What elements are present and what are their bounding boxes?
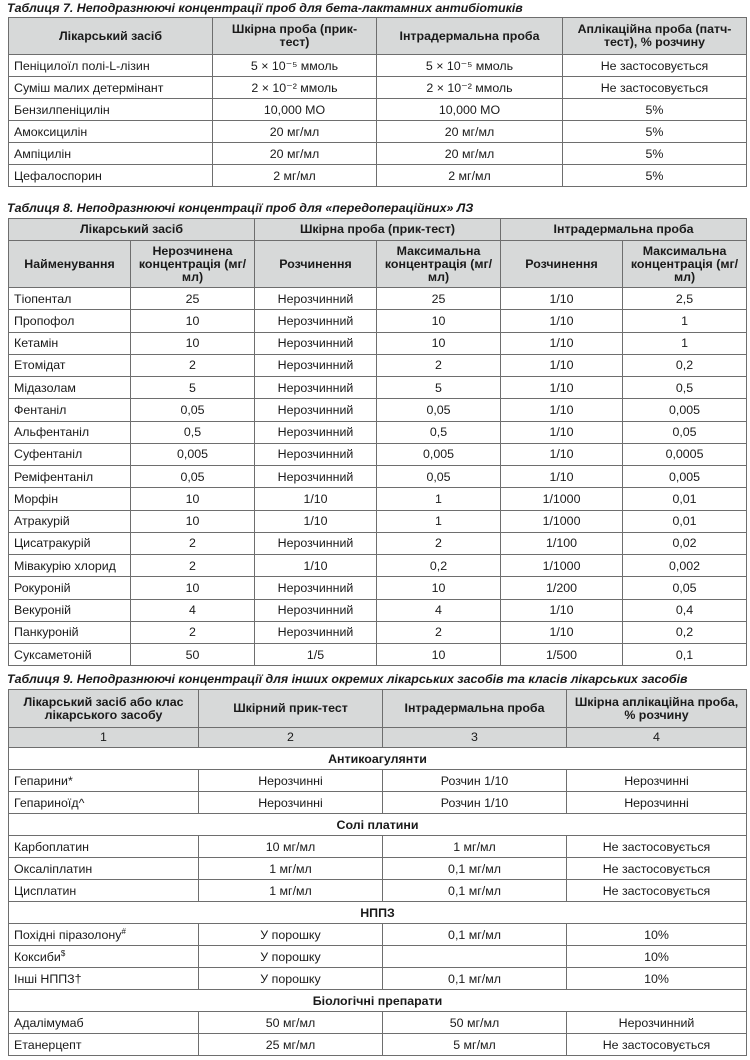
table-cell: 1/200 (501, 577, 623, 599)
table8 (8, 218, 747, 666)
table-cell: 2 (377, 354, 501, 376)
table-cell: 0,05 (377, 466, 501, 488)
table-cell: Нерозчинний (255, 288, 377, 310)
table-row (9, 354, 747, 376)
table-cell: Нерозчинний (255, 443, 377, 465)
drug-name-cell: Пропофол (9, 310, 131, 332)
table9-header-drug: Лікарський засіб або клас лікарського засобу (9, 690, 199, 728)
drug-name-cell: Реміфентаніл (9, 466, 131, 488)
table-cell: Не застосовується (567, 858, 747, 880)
table-cell: 0,1 мг/мл (383, 880, 567, 902)
drug-name-cell: Інші НППЗ† (9, 968, 199, 990)
table-cell: 1/100 (501, 532, 623, 554)
table-cell: Нерозчинний (255, 332, 377, 354)
table-cell: 1/10 (501, 621, 623, 643)
table-row (9, 1034, 747, 1056)
table-cell: 20 мг/мл (377, 143, 563, 165)
table-cell: 1/5 (255, 644, 377, 666)
table-cell: Нерозчинний (255, 421, 377, 443)
table-cell: 20 мг/мл (213, 121, 377, 143)
table-cell: 1/1000 (501, 555, 623, 577)
table-cell: Не застосовується (567, 836, 747, 858)
table-cell: 2 мг/мл (213, 165, 377, 187)
table-cell: 1/1000 (501, 488, 623, 510)
table-row (9, 858, 747, 880)
table-cell: 1/10 (255, 555, 377, 577)
table-cell: Нерозчинний (567, 1012, 747, 1034)
drug-name-cell: Панкуроній (9, 621, 131, 643)
table-cell: 0,5 (623, 377, 747, 399)
table8-header-prick-max: Максимальна концентрація (мг/мл) (377, 241, 501, 288)
drug-name-cell: Рокуроній (9, 577, 131, 599)
drug-name-cell: Кетамін (9, 332, 131, 354)
section-row (9, 814, 747, 836)
table-row (9, 55, 747, 77)
table-cell: 2 (131, 532, 255, 554)
table-cell: 1 мг/мл (199, 880, 383, 902)
drug-name-cell: Альфентаніл (9, 421, 131, 443)
table-cell: 50 мг/мл (199, 1012, 383, 1034)
table-cell: 10 (131, 488, 255, 510)
table-cell: 0,2 (377, 555, 501, 577)
table-cell: 0,2 (623, 354, 747, 376)
drug-name-cell: Етомідат (9, 354, 131, 376)
table-cell: Розчин 1/10 (383, 770, 567, 792)
table-row (9, 577, 747, 599)
table-row (9, 946, 747, 968)
table-cell: 20 мг/мл (377, 121, 563, 143)
table-cell: Нерозчинний (255, 310, 377, 332)
table-cell: 1/10 (501, 377, 623, 399)
table-cell: 10 (131, 577, 255, 599)
table-cell: 1 мг/мл (199, 858, 383, 880)
table9-colnum-3: 3 (383, 728, 567, 748)
section-row (9, 990, 747, 1012)
drug-name-cell: Оксаліплатин (9, 858, 199, 880)
table-row (9, 165, 747, 187)
drug-name-cell: Адалімумаб (9, 1012, 199, 1034)
table-cell: 5 мг/мл (383, 1034, 567, 1056)
table-row (9, 332, 747, 354)
table-cell: 10,000 МО (213, 99, 377, 121)
drug-name-cell: Похідні піразолону# (9, 924, 199, 946)
table-cell: 10 (131, 332, 255, 354)
table-cell: 10% (567, 946, 747, 968)
table-cell: 2 × 10⁻² ммоль (377, 77, 563, 99)
table-cell: 50 (131, 644, 255, 666)
table-cell: 1 (623, 332, 747, 354)
table-cell: 2 (131, 555, 255, 577)
table-cell: 0,005 (131, 443, 255, 465)
table-cell: 4 (377, 599, 501, 621)
table-cell: 5 (131, 377, 255, 399)
table-cell: 2 (131, 354, 255, 376)
section-title: НППЗ (9, 902, 747, 924)
table-cell: 25 (377, 288, 501, 310)
table8-header-id-max: Максимальна концентрація (мг/мл) (623, 241, 747, 288)
table8-header-name: Найменування (9, 241, 131, 288)
table9-colnum-1: 1 (9, 728, 199, 748)
table-cell: 5 × 10⁻⁵ ммоль (213, 55, 377, 77)
table7-header-drug: Лікарський засіб (9, 18, 213, 55)
drug-name-cell: Морфін (9, 488, 131, 510)
table-row (9, 399, 747, 421)
drug-name-cell: Мівакурію хлорид (9, 555, 131, 577)
table-cell: 0,5 (131, 421, 255, 443)
table-row (9, 310, 747, 332)
drug-name-cell: Гепариноїд^ (9, 792, 199, 814)
table-cell: Розчин 1/10 (383, 792, 567, 814)
drug-name-cell: Ампіцилін (9, 143, 213, 165)
drug-name-cell: Пеніцилоїл полі-L-лізин (9, 55, 213, 77)
table-cell: 0,1 мг/мл (383, 858, 567, 880)
table-cell: 0,05 (377, 399, 501, 421)
table-cell: Нерозчинні (567, 770, 747, 792)
table-row (9, 421, 747, 443)
table-row (9, 532, 747, 554)
table-cell: 1/10 (501, 332, 623, 354)
table-row (9, 143, 747, 165)
table-row (9, 880, 747, 902)
table-cell: У порошку (199, 924, 383, 946)
drug-name-cell: Карбоплатин (9, 836, 199, 858)
table-cell: 0,05 (131, 466, 255, 488)
drug-name-cell: Векуроній (9, 599, 131, 621)
table-cell: 10 мг/мл (199, 836, 383, 858)
table-cell: 0,005 (623, 466, 747, 488)
table-cell: 10 (131, 310, 255, 332)
table-row (9, 99, 747, 121)
table-cell: 1/10 (255, 510, 377, 532)
section-title: Біологічні препарати (9, 990, 747, 1012)
table8-header-id-dilution: Розчинення (501, 241, 623, 288)
drug-name-cell: Амоксицилін (9, 121, 213, 143)
table-cell: Нерозчинний (255, 399, 377, 421)
drug-name-cell: Бензилпеніцилін (9, 99, 213, 121)
table-cell: 50 мг/мл (383, 1012, 567, 1034)
table-row (9, 599, 747, 621)
table-cell: 0,1 мг/мл (383, 924, 567, 946)
table9-caption: Таблиця 9. Неподразнюючі концентрації для інших окремих лікарських засобів та класів лікарських засобів (7, 672, 688, 686)
table8-header-undiluted: Нерозчинена концентрація (мг/мл) (131, 241, 255, 288)
table-cell: 20 мг/мл (213, 143, 377, 165)
table-cell: 10 (377, 644, 501, 666)
table-row (9, 555, 747, 577)
table7-caption: Таблиця 7. Неподразнюючі концентрації проб для бета-лактамних антибіотиків (7, 1, 523, 15)
table-cell: 0,005 (377, 443, 501, 465)
table-row (9, 644, 747, 666)
table-row (9, 836, 747, 858)
table-cell: 1/10 (255, 488, 377, 510)
table-cell: 2 (377, 532, 501, 554)
table9-header-prick: Шкірний прик-тест (199, 690, 383, 728)
drug-name-cell: Коксиби$ (9, 946, 199, 968)
table-cell: 4 (131, 599, 255, 621)
table-row (9, 121, 747, 143)
table-cell: Нерозчинний (255, 532, 377, 554)
table-cell: 2 (131, 621, 255, 643)
table-cell: Не застосовується (563, 55, 747, 77)
table-cell: 0,05 (623, 577, 747, 599)
drug-name-cell: Гепарини* (9, 770, 199, 792)
drug-name-cell: Фентаніл (9, 399, 131, 421)
table-cell: 1 (623, 310, 747, 332)
table-cell: 0,01 (623, 488, 747, 510)
table8-group-prick: Шкірна проба (прик-тест) (255, 219, 501, 241)
table-cell: Не застосовується (567, 880, 747, 902)
table-cell: Нерозчинний (255, 377, 377, 399)
table-cell: 1/10 (501, 421, 623, 443)
table-cell: 1/10 (501, 310, 623, 332)
table-row (9, 621, 747, 643)
table-cell: 0,005 (623, 399, 747, 421)
table-row (9, 510, 747, 532)
table-row (9, 443, 747, 465)
table8-caption: Таблиця 8. Неподразнюючі концентрації проб для «передопераційних» ЛЗ (7, 201, 474, 215)
table-cell: Нерозчинні (199, 792, 383, 814)
table-cell: 1 мг/мл (383, 836, 567, 858)
drug-name-cell: Цефалоспорин (9, 165, 213, 187)
table-cell: 5 × 10⁻⁵ ммоль (377, 55, 563, 77)
table-row (9, 488, 747, 510)
drug-name-cell: Етанерцепт (9, 1034, 199, 1056)
table-cell: 2 × 10⁻² ммоль (213, 77, 377, 99)
table-cell: 1/10 (501, 466, 623, 488)
table-cell: 0,4 (623, 599, 747, 621)
table-row (9, 770, 747, 792)
table-cell: 0,1 (623, 644, 747, 666)
table7-header-intradermal: Інтрадермальна проба (377, 18, 563, 55)
table-cell: 0,5 (377, 421, 501, 443)
table-cell: Нерозчинний (255, 621, 377, 643)
table7-header-prick: Шкірна проба (прик-тест) (213, 18, 377, 55)
drug-name-cell: Суфентаніл (9, 443, 131, 465)
table8-group-intradermal: Інтрадермальна проба (501, 219, 747, 241)
table-cell: 5 (377, 377, 501, 399)
table-cell: Нерозчинний (255, 577, 377, 599)
table9-colnum-2: 2 (199, 728, 383, 748)
table-cell: 0,002 (623, 555, 747, 577)
table-row (9, 377, 747, 399)
table-cell: 10 (377, 310, 501, 332)
table9-header-patch: Шкірна аплікаційна проба, % розчину (567, 690, 747, 728)
table-row (9, 466, 747, 488)
section-title: Антикоагулянти (9, 748, 747, 770)
drug-name-cell: Тіопентал (9, 288, 131, 310)
table-cell: 2 мг/мл (377, 165, 563, 187)
table-cell: 25 (131, 288, 255, 310)
table-row (9, 924, 747, 946)
table9-header-intradermal: Інтрадермальна проба (383, 690, 567, 728)
table-row (9, 792, 747, 814)
drug-name-cell: Мідазолам (9, 377, 131, 399)
table-cell: 5% (563, 143, 747, 165)
table8-header-prick-dilution: Розчинення (255, 241, 377, 288)
table-cell: 10,000 МО (377, 99, 563, 121)
section-title: Солі платини (9, 814, 747, 836)
table-cell: 1/10 (501, 599, 623, 621)
table-row (9, 968, 747, 990)
table-cell: 2,5 (623, 288, 747, 310)
table-cell: Нерозчинний (255, 599, 377, 621)
table-cell: 10% (567, 968, 747, 990)
table-cell: 10 (377, 332, 501, 354)
table-cell: 1/10 (501, 399, 623, 421)
table-cell: Нерозчинний (255, 354, 377, 376)
table-cell: 5% (563, 99, 747, 121)
table-cell: 1/10 (501, 288, 623, 310)
table-row (9, 1012, 747, 1034)
table-cell: 1 (377, 488, 501, 510)
section-row (9, 902, 747, 924)
table-cell: Нерозчинні (199, 770, 383, 792)
table-cell: 10% (567, 924, 747, 946)
table-cell: 0,05 (131, 399, 255, 421)
table-cell: 1/500 (501, 644, 623, 666)
table-cell: Не застосовується (567, 1034, 747, 1056)
section-row (9, 748, 747, 770)
table9 (8, 689, 747, 1056)
drug-name-cell: Атракурій (9, 510, 131, 532)
table-row (9, 288, 747, 310)
drug-name-cell: Суксаметоній (9, 644, 131, 666)
table-cell: 1 (377, 510, 501, 532)
table9-colnum-4: 4 (567, 728, 747, 748)
drug-name-cell: Цисатракурій (9, 532, 131, 554)
table-cell: Не застосовується (563, 77, 747, 99)
table-cell: 25 мг/мл (199, 1034, 383, 1056)
table8-group-drug: Лікарський засіб (9, 219, 255, 241)
table-cell: 1/10 (501, 443, 623, 465)
table-cell: 0,2 (623, 621, 747, 643)
table-cell: 5% (563, 165, 747, 187)
table-cell: 2 (377, 621, 501, 643)
table-cell: Нерозчинний (255, 466, 377, 488)
table-cell: 0,01 (623, 510, 747, 532)
table-cell: 0,1 мг/мл (383, 968, 567, 990)
table-cell: 10 (377, 577, 501, 599)
table-cell: 0,02 (623, 532, 747, 554)
table7 (8, 17, 747, 187)
table-cell: 0,0005 (623, 443, 747, 465)
table-cell: 1/1000 (501, 510, 623, 532)
table-cell: У порошку (199, 946, 383, 968)
table-cell: 0,05 (623, 421, 747, 443)
table-cell: 5% (563, 121, 747, 143)
table-row (9, 77, 747, 99)
drug-name-cell: Цисплатин (9, 880, 199, 902)
table-cell (383, 946, 567, 968)
drug-name-cell: Суміш малих детермінант (9, 77, 213, 99)
table-cell: 1/10 (501, 354, 623, 376)
table-cell: Нерозчинні (567, 792, 747, 814)
table-cell: У порошку (199, 968, 383, 990)
table7-header-patch: Аплікаційна проба (патч-тест), % розчину (563, 18, 747, 55)
table-cell: 10 (131, 510, 255, 532)
